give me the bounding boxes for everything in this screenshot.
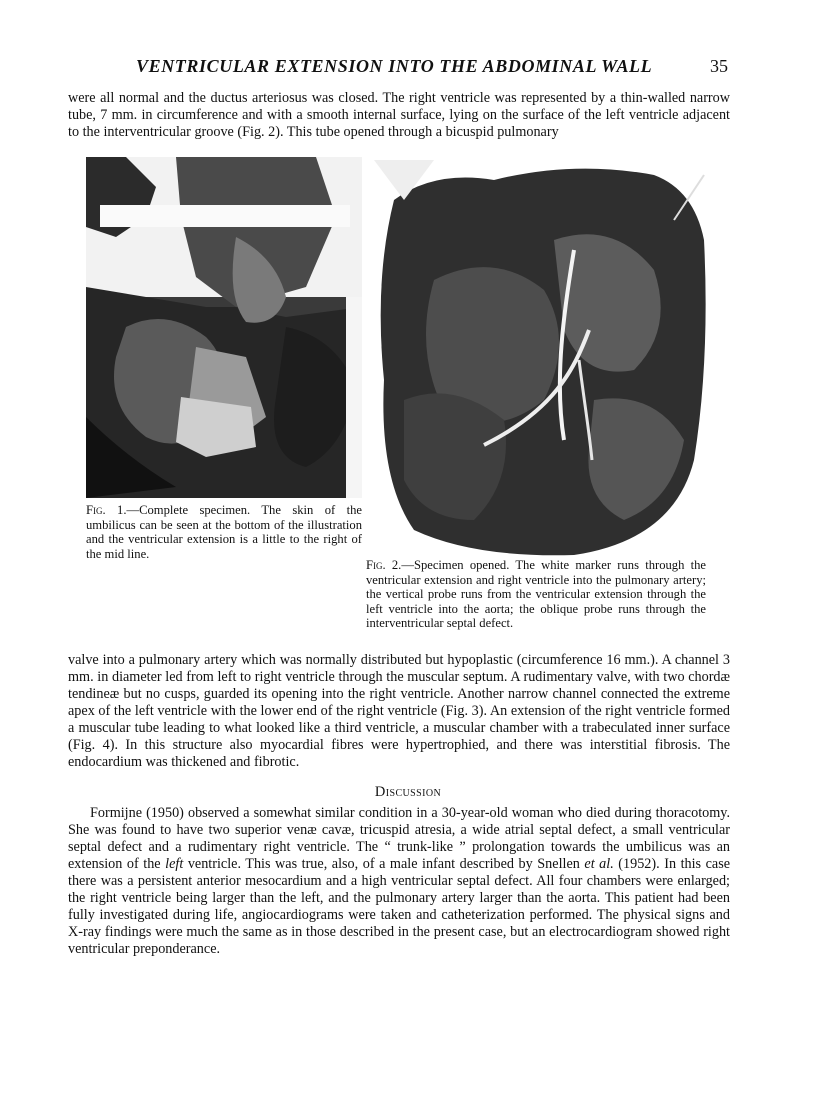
body-paragraph-middle: valve into a pulmonary artery which was normally distributed but hypoplastic (circumference 16 mm.). A channel 3 mm. in diameter led from left to right ventricle through the muscular septum. A rudimentary valve, with two chordæ tendineæ but no cusps, guarded its opening into the right ventricle. Another narrow channel connected the extreme apex of the left ventricle with the lower end of the right ventricle (Fig. 3). An extension of the right ventricle formed a muscular tube leading to what looked like a third ventricle, a muscular chamber with a trabeculated inner surface (Fig. 4). In this structure also myocardial fibres were hypertrophied, and there was interstitial fibrosis. The endocardium was thickened and fibrotic. — [68, 652, 730, 770]
discussion-emphasis-left: left — [165, 856, 184, 872]
running-title: VENTRICULAR EXTENSION INTO THE ABDOMINAL WALL — [136, 56, 653, 76]
discussion-emphasis-et-al: et al. — [584, 856, 614, 872]
figure-2-caption-text: —Specimen opened. The white marker runs through the ventricular extension and right ventricle into the pulmonary artery; the vertical probe runs from the ventricular extension through the left ventricle into the aorta; the oblique probe runs through the interventricular septal defect. — [366, 558, 706, 630]
discussion-text-2: ventricle. This was true, also, of a male infant described by Snellen — [183, 856, 585, 872]
running-header — [78, 56, 728, 82]
discussion-text-3: (1952). In this case there was a persistent anterior mesocardium and a high ventricular septal defect. All four chambers were enlarged; the right ventricle being larger than the left, and the pulmonary artery larger than the aorta. This patient had been fully investigated during life, angiocardiograms were taken and catheterization performed. The physical signs and X-ray findings were much the same as in those described in the present case, but an electrocardiogram showed right ventricular preponderance. — [68, 856, 731, 957]
figure-1-label: Fig. 1. — [86, 503, 127, 517]
discussion-text-1: Formijne (1950) observed a somewhat similar condition in a 30-year-old woman who died during thoracotomy. She was found to have two superior venæ cavæ, tricuspid atresia, a wide atrial septal defect, a small ventricular septal defect and a rudimentary right ventricle. The “ trunk-like ” prolongation towards the umbilicus was an extension of the — [68, 805, 730, 872]
figure-2-caption — [366, 558, 706, 631]
figure-1-photo — [86, 157, 362, 498]
discussion-paragraph — [68, 805, 730, 958]
figure-2-photo — [374, 160, 710, 558]
figure-1-caption-text: —Complete specimen. The skin of the umbilicus can be seen at the bottom of the illustration and the ventricular extension is a little to the right of the mid line. — [86, 503, 362, 561]
body-paragraph-top: were all normal and the ductus arteriosus was closed. The right ventricle was represented by a thin-walled narrow tube, 7 mm. in circumference and with a smooth internal surface, lying on the surface of the left ventricle adjacent to the interventricular groove (Fig. 2). This tube opened through a bicuspid pulmonary — [68, 90, 730, 140]
figure-1-caption — [86, 503, 362, 561]
section-heading-discussion: Discussion — [374, 784, 442, 800]
figure-2-label: Fig. 2. — [366, 558, 402, 572]
page-number: 35 — [710, 56, 728, 76]
